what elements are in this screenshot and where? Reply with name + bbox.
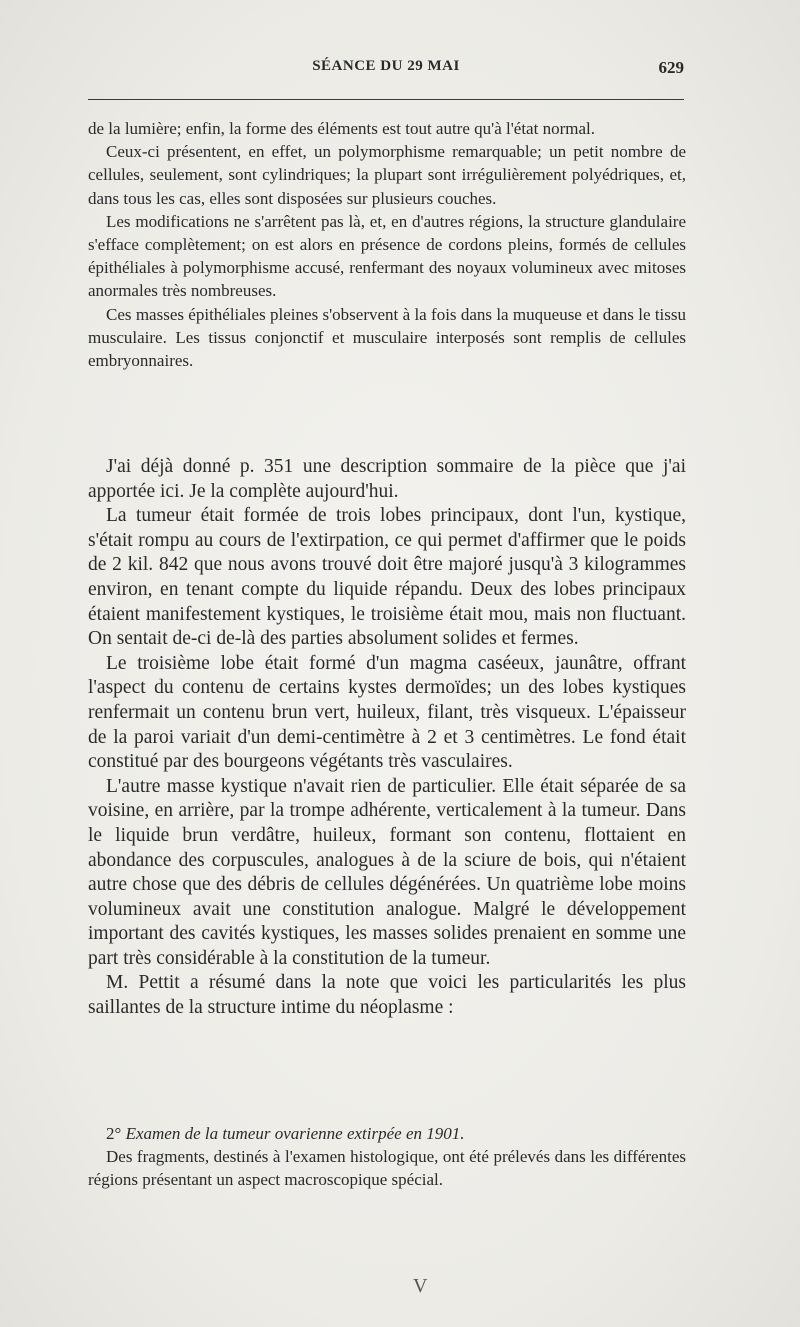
paragraph: L'autre masse kystique n'avait rien de particulier. Elle était séparée de sa voisine, en arrière, par la trompe adhérente, verticalement à la tumeur. Dans le liquide brun verdâtre, huileux, formant son contenu, flottaient en abondance des corpuscules, analogues à de la sciure de bois, qui n'étaient autre chose que des débris de cellules dégénérées. Un quatrième lobe moins volumineux avait une constitution analogue. Malgré le développement important des cavités kystiques, les masses solides prenaient en somme une part très considérable à la constitution de la tumeur. <box>88 775 686 969</box>
paragraph: Les modifications ne s'arrêtent pas là, et, en d'autres régions, la structure glandulaire s'efface complètement; on est alors en présence de cordons pleins, formés de cellules épithéliales à polymorphisme accusé, renfermant des noyaux volumineux avec mitoses anormales très nombreuses. <box>88 211 686 301</box>
note-number: 2° <box>106 1124 122 1143</box>
paragraph: Ces masses épithéliales pleines s'observent à la fois dans la muqueuse et dans le tissu musculaire. Les tissus conjonctif et musculaire interposés sont remplis de cellules embryonnaires. <box>88 304 686 371</box>
paragraph: Des fragments, destinés à l'examen histologique, ont été prélevés dans les différentes régions présentant un aspect macroscopique spécial. <box>88 1147 686 1190</box>
running-title: SÉANCE DU 29 MAI <box>312 58 460 74</box>
continued-section <box>88 117 686 372</box>
main-section <box>88 455 686 1021</box>
paragraph: de la lumière; enfin, la forme des éléments est tout autre qu'à l'état normal. <box>88 119 595 138</box>
paragraph: M. Pettit a résumé dans la note que voici les particularités les plus saillantes de la structure intime du néoplasme : <box>88 972 686 1019</box>
page-number: 629 <box>658 58 684 77</box>
paragraph: Le troisième lobe était formé d'un magma caséeux, jaunâtre, offrant l'aspect du contenu de certains kystes dermoïdes; un des lobes kystiques renfermait un contenu brun vert, huileux, filant, très visqueux. L'épaisseur de la paroi variait d'un demi-centimètre à 2 et 3 centimètres. Le fond était constitué par des bourgeons végétants très vasculaires. <box>88 652 686 773</box>
paragraph: La tumeur était formée de trois lobes principaux, dont l'un, kystique, s'était rompu au cours de l'extirpation, ce qui permet d'affirmer que le poids de 2 kil. 842 que nous avons trouvé doit être majoré jusqu'à 3 kilogrammes environ, en tenant compte du liquide répandu. Deux des lobes principaux étaient manifestement kystiques, le troisième était mou, mais non fluctuant. On sentait de-ci de-là des parties absolument solides et fermes. <box>88 505 686 650</box>
note-heading <box>88 1122 686 1145</box>
page-header <box>88 58 684 86</box>
paragraph: J'ai déjà donné p. 351 une description sommaire de la pièce que j'ai apportée ici. Je la complète aujourd'hui. <box>88 456 686 502</box>
header-rule <box>88 99 684 100</box>
note-section <box>88 1122 686 1192</box>
paragraph: Ceux-ci présentent, en effet, un polymorphisme remarquable; un petit nombre de cellules, seulement, sont cylindriques; la plupart sont irrégulièrement polyédriques, et, dans tous les cas, elles sont disposées sur plusieurs couches. <box>88 142 686 208</box>
signature-mark: V <box>413 1275 428 1297</box>
note-title: Examen de la tumeur ovarienne extirpée en 1901. <box>125 1124 465 1143</box>
